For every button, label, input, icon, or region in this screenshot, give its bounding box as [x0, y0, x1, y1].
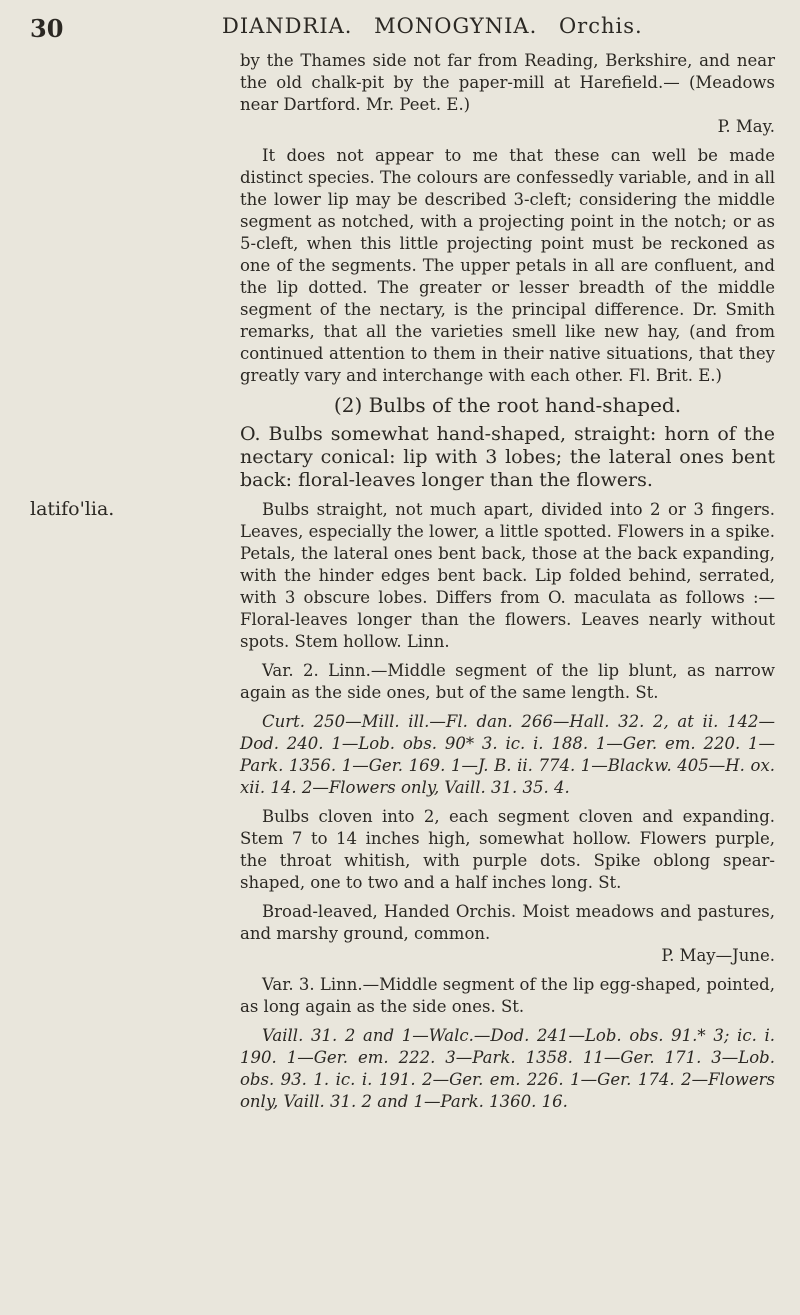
running-head: [222, 14, 657, 38]
flowering-time: P. May—June.: [661, 946, 775, 965]
text-body: [240, 50, 775, 1120]
references-variety-3: Vaill. 31. 2 and 1—Walc.—Dod. 241—Lob. obs. 91.* 3; ic. i. 190. 1—Ger. em. 222. 3—Park. 1358. 11—Ger. 171. 3—Lob. obs. 93. 1. ic. i. 191. 2—Ger. em. 226. 1—Ger. 174. 2—Flowers only, Vaill. 31. 2 and 1—Park. 1360. 16.: [240, 1026, 775, 1111]
variety-3: Var. 3. Linn.—Middle segment of the lip egg-shaped, pointed, as long again as the side ones. St.: [240, 975, 775, 1016]
page-number: 30: [30, 14, 64, 43]
paragraph-remarks: It does not appear to me that these can well be made distinct species. The colours are confessedly variable, and in all the lower lip may be described 3-cleft; considering the middle segment as notched, with a projecting point in the notch; or as 5-cleft, when this little projecting point must be reckoned as one of the segments. The upper petals in all are confluent, and the lip dotted. The greater or lesser breadth of the middle segment of the nectary, is the principal difference. Dr. Smith remarks, that all the varieties smell like new hay, (and from continued attention to them in their native situations, that they greatly vary and interchange with each other. Fl. Brit. E.): [240, 146, 775, 385]
references-variety-2: Curt. 250—Mill. ill.—Fl. dan. 266—Hall. 32. 2, at ii. 142—Dod. 240. 1—Lob. obs. 90* 3. ic. i. 188. 1—Ger. em. 220. 1—Park. 1356. 1—Ger. 169. 1—J. B. ii. 774. 1—Blackw. 405—H. ox. xii. 14. 2—Flowers only, Vaill. 31. 35. 4.: [240, 712, 775, 797]
subsection-heading: (2) Bulbs of the root hand-shaped.: [333, 393, 682, 417]
genus-name: Orchis.: [558, 14, 643, 38]
variety-2: Var. 2. Linn.—Middle segment of the lip blunt, as narrow again as the side ones, but of the same length. St.: [240, 661, 775, 702]
species-margin-label: latifo'lia.: [30, 498, 115, 520]
species-diagnosis: O. Bulbs somewhat hand-shaped, straight: horn of the nectary conical: lip with 3 lobes; the lateral ones bent back: floral-leaves longer than the flowers.: [240, 423, 775, 491]
flowering-time: P. May.: [717, 117, 775, 136]
class-name: DIANDRIA.: [222, 14, 353, 38]
paragraph-common-name: Broad-leaved, Handed Orchis. Moist meadows and pastures, and marshy ground, common. P. May—June.: [240, 902, 775, 965]
paragraph-bulbs: Bulbs cloven into 2, each segment cloven and expanding. Stem 7 to 14 inches high, somewhat hollow. Flowers purple, the throat whitish, with purple dots. Spike oblong spear-shaped, one to two and a half inches long. St.: [240, 807, 775, 892]
order-name: MONOGYNIA.: [374, 14, 538, 38]
paragraph-description: Bulbs straight, not much apart, divided into 2 or 3 fingers. Leaves, especially the lower, a little spotted. Flowers in a spike. Petals, the lateral ones bent back, those at the back expanding, with the hinder edges bent back. Lip folded behind, serrated, with 3 obscure lobes. Differs from O. maculata as follows :—Floral-leaves longer than the flowers. Leaves nearly without spots. Stem hollow. Linn.: [240, 500, 775, 651]
paragraph-habitat: by the Thames side not far from Reading, Berkshire, and near the old chalk-pit by the paper-mill at Harefield.— (Meadows near Dartford. Mr. Peet. E.) P. May.: [240, 51, 775, 136]
